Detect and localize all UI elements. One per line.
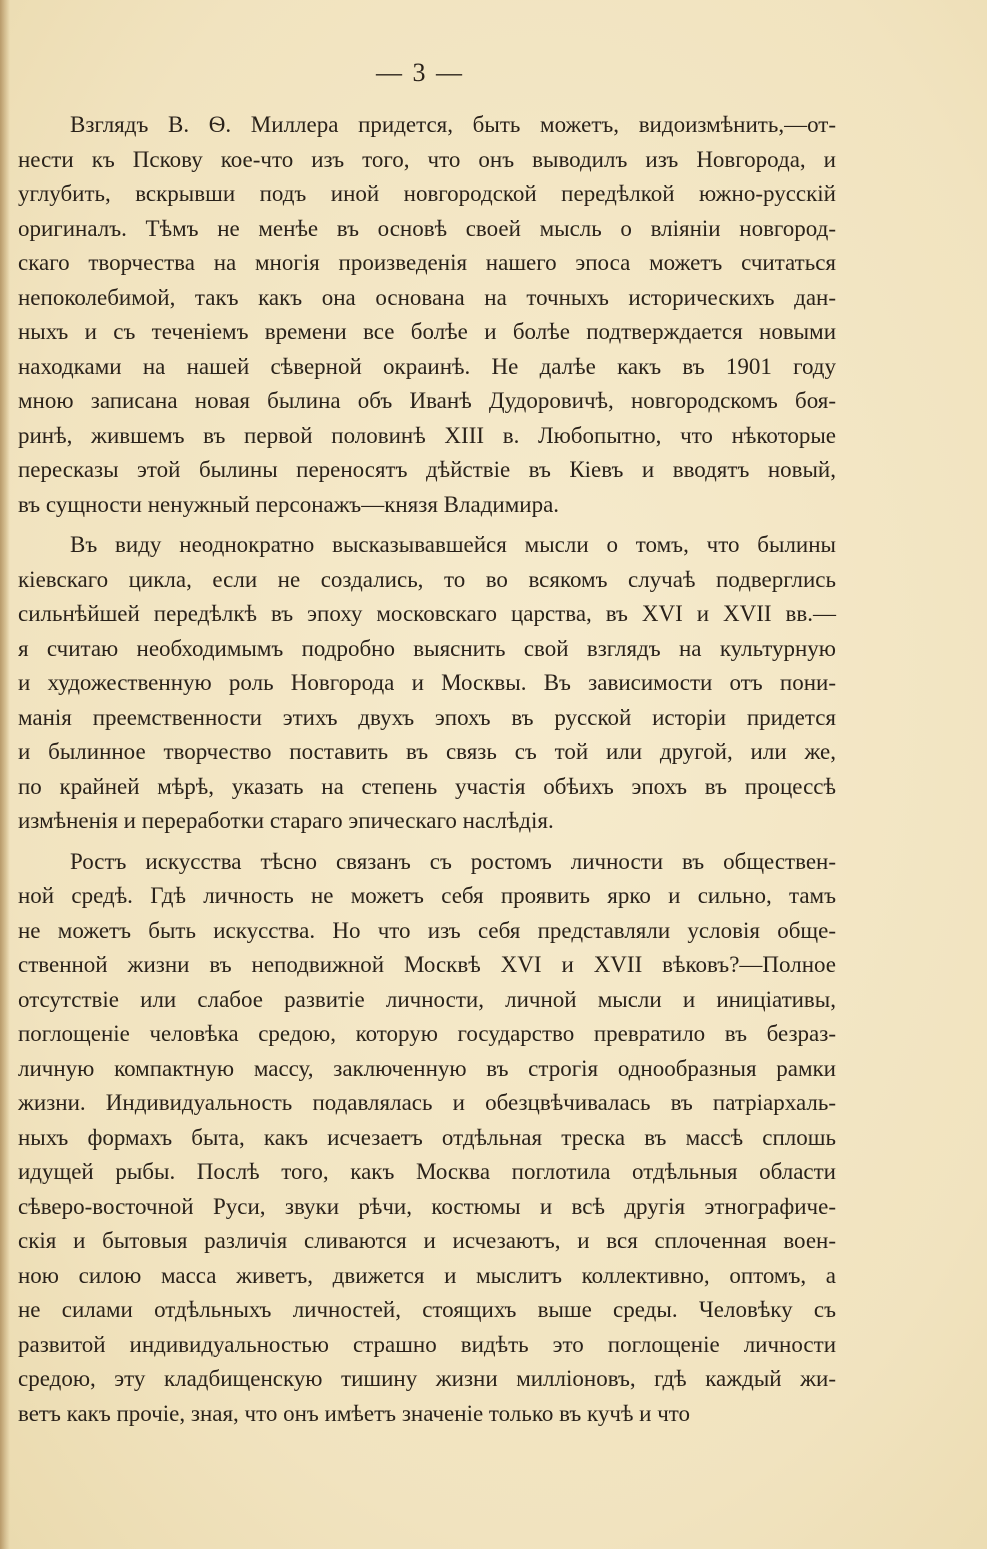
paragraph (18, 845, 836, 1432)
text-line: манія преемственности этихъ двухъ эпохъ въ русской исторіи придется (18, 704, 836, 730)
text-line: сѣверо-восточной Руси, звуки рѣчи, костюмы и всѣ другія этнографиче- (18, 1193, 836, 1219)
text-line: средою, эту кладбищенскую тишину жизни милліоновъ, гдѣ каждый жи- (18, 1366, 836, 1391)
text-line: ринѣ, жившемъ въ первой половинѣ XIII в. Любопытно, что нѣкоторые (18, 422, 836, 448)
text-line: я считаю необходимымъ подробно выяснить свой взглядъ на культурную (18, 635, 836, 661)
text-line: скія и бытовыя различія сливаются и исчезаютъ, и вся сплоченная воен- (18, 1228, 836, 1253)
text-line: ной средѣ. Гдѣ личность не можетъ себя проявить ярко и сильно, тамъ (18, 883, 836, 908)
text-line: отсутствіе или слабое развитіе личности, личной мысли и иниціативы, (18, 986, 836, 1012)
text-line: измѣненія и переработки стараго эпическаго наслѣдія. (18, 808, 554, 833)
text-line: не можетъ быть искусства. Но что изъ себя представляли условія обще- (18, 917, 836, 943)
body-text (18, 108, 836, 1431)
text-line: развитой индивидуальностью страшно видѣть это поглощеніе личности (18, 1331, 836, 1357)
text-line: въ сущности ненужный персонажъ—князя Владимира. (18, 491, 560, 517)
text-line: жизни. Индивидуальность подавлялась и обезцвѣчивалась въ патріархаль- (18, 1090, 836, 1115)
text-line: и художественную роль Новгорода и Москвы. Въ зависимости отъ пони- (18, 670, 836, 695)
text-line: непоколебимой, такъ какъ она основана на точныхъ историческихъ дан- (18, 284, 836, 310)
text-line: находками на нашей сѣверной окраинѣ. Не далѣе какъ въ 1901 году (18, 353, 836, 379)
text-line: кіевскаго цикла, если не создались, то во всякомъ случаѣ подверглись (18, 566, 836, 592)
text-line: Въ виду неоднократно высказывавшейся мысли о томъ, что былины (70, 532, 836, 557)
text-line: углубить, вскрывши подъ иной новгородской передѣлкой южно-русскій (18, 181, 836, 206)
text-line: ственной жизни въ неподвижной Москвѣ XVI и XVII вѣковъ?—Полное (18, 952, 836, 977)
text-line: оригиналъ. Тѣмъ не менѣе въ основѣ своей мысль о вліяніи новгород- (18, 215, 836, 241)
text-line: Ростъ искусства тѣсно связанъ съ ростомъ личности въ обществен- (70, 848, 836, 874)
text-line: нести къ Пскову кое-что изъ того, что онъ выводилъ изъ Новгорода, и (18, 146, 836, 172)
page-spine-edge (0, 0, 10, 1549)
text-line: ветъ какъ прочіе, зная, что онъ имѣетъ значеніе только въ кучѣ и что (18, 1400, 691, 1426)
paragraph (18, 528, 836, 839)
text-line: поглощеніе человѣка средою, которую государство превратило въ безраз- (18, 1021, 836, 1046)
page-number: — 3 — (376, 58, 464, 87)
text-line: идущей рыбы. Послѣ того, какъ Москва поглотила отдѣльныя области (18, 1159, 836, 1184)
text-line: не силами отдѣльныхъ личностей, стоящихъ выше среды. Человѣку съ (18, 1297, 836, 1322)
text-line: мною записана новая былина объ Иванѣ Дудоровичѣ, новгородскомъ боя- (18, 388, 836, 413)
text-line: сильнѣйшей передѣлкѣ въ эпоху московскаго царства, въ XVI и XVII вв.— (18, 601, 836, 626)
text-line: пересказы этой былины переносятъ дѣйствіе въ Кіевъ и вводятъ новый, (18, 457, 836, 482)
text-line: Взглядъ В. Ѳ. Миллера придется, быть можетъ, видоизмѣнить,—от- (70, 112, 836, 137)
paragraph (18, 108, 836, 522)
text-line: ныхъ и съ теченіемъ времени все болѣе и болѣе подтверждается новыми (18, 319, 836, 344)
text-line: по крайней мѣрѣ, указать на степень участія обѣихъ эпохъ въ процессѣ (18, 773, 836, 799)
text-line: личную компактную массу, заключенную въ строгія однообразныя рамки (18, 1055, 836, 1081)
text-line: и былинное творчество поставить въ связь съ той или другой, или же, (18, 739, 836, 764)
text-line: ною силою масса живетъ, движется и мыслитъ коллективно, оптомъ, а (18, 1262, 836, 1288)
text-line: ныхъ формахъ быта, какъ исчезаетъ отдѣльная треска въ массѣ сплошь (18, 1124, 836, 1150)
text-line: скаго творчества на многія произведенія нашего эпоса можетъ считаться (18, 250, 836, 275)
